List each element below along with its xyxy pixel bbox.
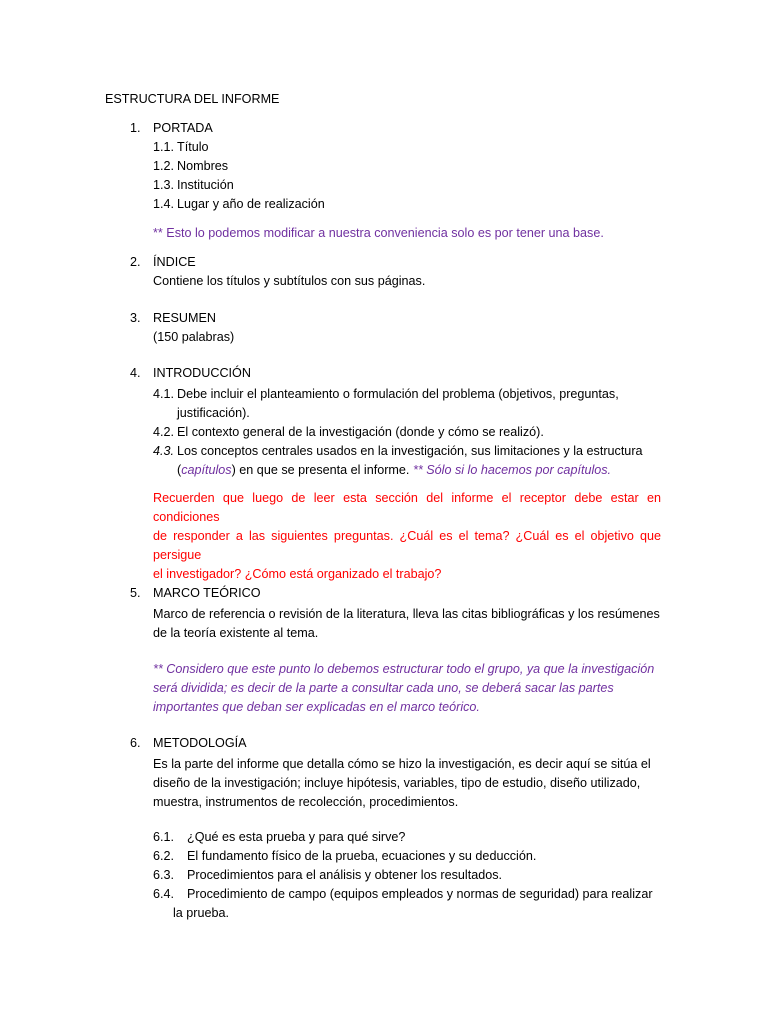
item-number: 4.2.	[153, 425, 175, 439]
item-number: 6.1.	[153, 830, 175, 844]
item-text: Nombres	[177, 159, 229, 173]
portada-note: ** Esto lo podemos modificar a nuestra conveniencia solo es por tener una base.	[153, 226, 604, 240]
item-text: Título	[177, 140, 209, 154]
list-item	[153, 442, 661, 480]
item-number: 1.2.	[153, 159, 175, 173]
text-line: diseño de la investigación; incluye hipótesis, variables, tipo de estudio, diseño utilizado,	[153, 776, 641, 790]
capitulos-note: ** Sólo si lo hacemos por capítulos.	[412, 463, 612, 477]
section-title: METODOLOGÍA	[153, 736, 247, 750]
item-text-continued: justificación).	[177, 406, 250, 420]
document-title: ESTRUCTURA DEL INFORME	[105, 92, 280, 106]
section-text: Contiene los títulos y subtítulos con sus páginas.	[153, 274, 426, 288]
section-number: 6.	[130, 736, 141, 750]
text-line: Es la parte del informe que detalla cómo se hizo la investigación, es decir aquí se sitúa el	[153, 757, 651, 771]
list-item	[153, 866, 661, 885]
item-number: 1.1.	[153, 140, 175, 154]
list-item	[153, 197, 325, 211]
item-text-continued	[153, 461, 661, 480]
item-number: 6.3.	[153, 868, 175, 882]
item-number: 1.4.	[153, 197, 175, 211]
section-title: PORTADA	[153, 121, 213, 135]
capitulos-word: capítulos	[181, 463, 232, 477]
item-text: ¿Qué es esta prueba y para qué sirve?	[187, 830, 406, 844]
item-number: 4.3.	[153, 444, 175, 458]
section-text: (150 palabras)	[153, 330, 235, 344]
paren-open: (	[177, 463, 182, 477]
text-line: muestra, instrumentos de recolección, procedimientos.	[153, 795, 459, 809]
intro-reminder	[153, 489, 661, 584]
note-line: ** Considero que este punto lo debemos estructurar todo el grupo, ya que la investigación	[153, 662, 655, 676]
item-text: Debe incluir el planteamiento o formulación del problema (objetivos, preguntas,	[177, 387, 619, 401]
section-title: RESUMEN	[153, 311, 216, 325]
note-line: será dividida; es decir de la parte a consultar cada uno, se deberá sacar las partes	[153, 681, 614, 695]
item-number: 6.2.	[153, 849, 175, 863]
item-number: 4.1.	[153, 387, 175, 401]
section-number: 3.	[130, 311, 141, 325]
list-item	[153, 828, 661, 847]
section-number: 1.	[130, 121, 141, 135]
marco-note	[153, 660, 661, 717]
text-line: Marco de referencia o revisión de la literatura, lleva las citas bibliográficas y los resúmenes	[153, 607, 660, 621]
item-text: Procedimientos para el análisis y obtener los resultados.	[187, 868, 503, 882]
list-item	[153, 385, 661, 423]
section-title: ÍNDICE	[153, 255, 196, 269]
section-number: 2.	[130, 255, 141, 269]
list-item	[153, 423, 661, 442]
list-item	[153, 885, 661, 923]
item-text: Institución	[177, 178, 234, 192]
item-number: 1.3.	[153, 178, 175, 192]
list-item	[153, 847, 661, 866]
reminder-line: Recuerden que luego de leer esta sección del informe el receptor debe estar en condiciones	[153, 491, 661, 524]
section-text	[153, 605, 661, 643]
section-title: MARCO TEÓRICO	[153, 586, 261, 600]
item-text: Lugar y año de realización	[177, 197, 325, 211]
item-text: Procedimiento de campo (equipos empleados y normas de seguridad) para realizar	[187, 887, 653, 901]
list-item	[153, 178, 234, 192]
list-item	[153, 140, 209, 154]
item-text-tail: ) en que se presenta el informe.	[231, 463, 410, 477]
item-text: El contexto general de la investigación (donde y cómo se realizó).	[177, 425, 544, 439]
note-line: importantes que deban ser explicadas en el marco teórico.	[153, 700, 480, 714]
section-number: 4.	[130, 366, 141, 380]
list-item	[153, 159, 228, 173]
item-text: Los conceptos centrales usados en la investigación, sus limitaciones y la estructura	[177, 444, 643, 458]
section-text	[153, 755, 661, 812]
section-number: 5.	[130, 586, 141, 600]
item-text: El fundamento físico de la prueba, ecuaciones y su deducción.	[187, 849, 537, 863]
item-number: 6.4.	[153, 887, 175, 901]
section-title: INTRODUCCIÓN	[153, 366, 251, 380]
item-text-continued: la prueba.	[173, 906, 230, 920]
reminder-line: de responder a las siguientes preguntas. ¿Cuál es el tema? ¿Cuál es el objetivo que persigue	[153, 529, 661, 562]
text-line: de la teoría existente al tema.	[153, 626, 319, 640]
reminder-line: el investigador? ¿Cómo está organizado el trabajo?	[153, 567, 442, 581]
